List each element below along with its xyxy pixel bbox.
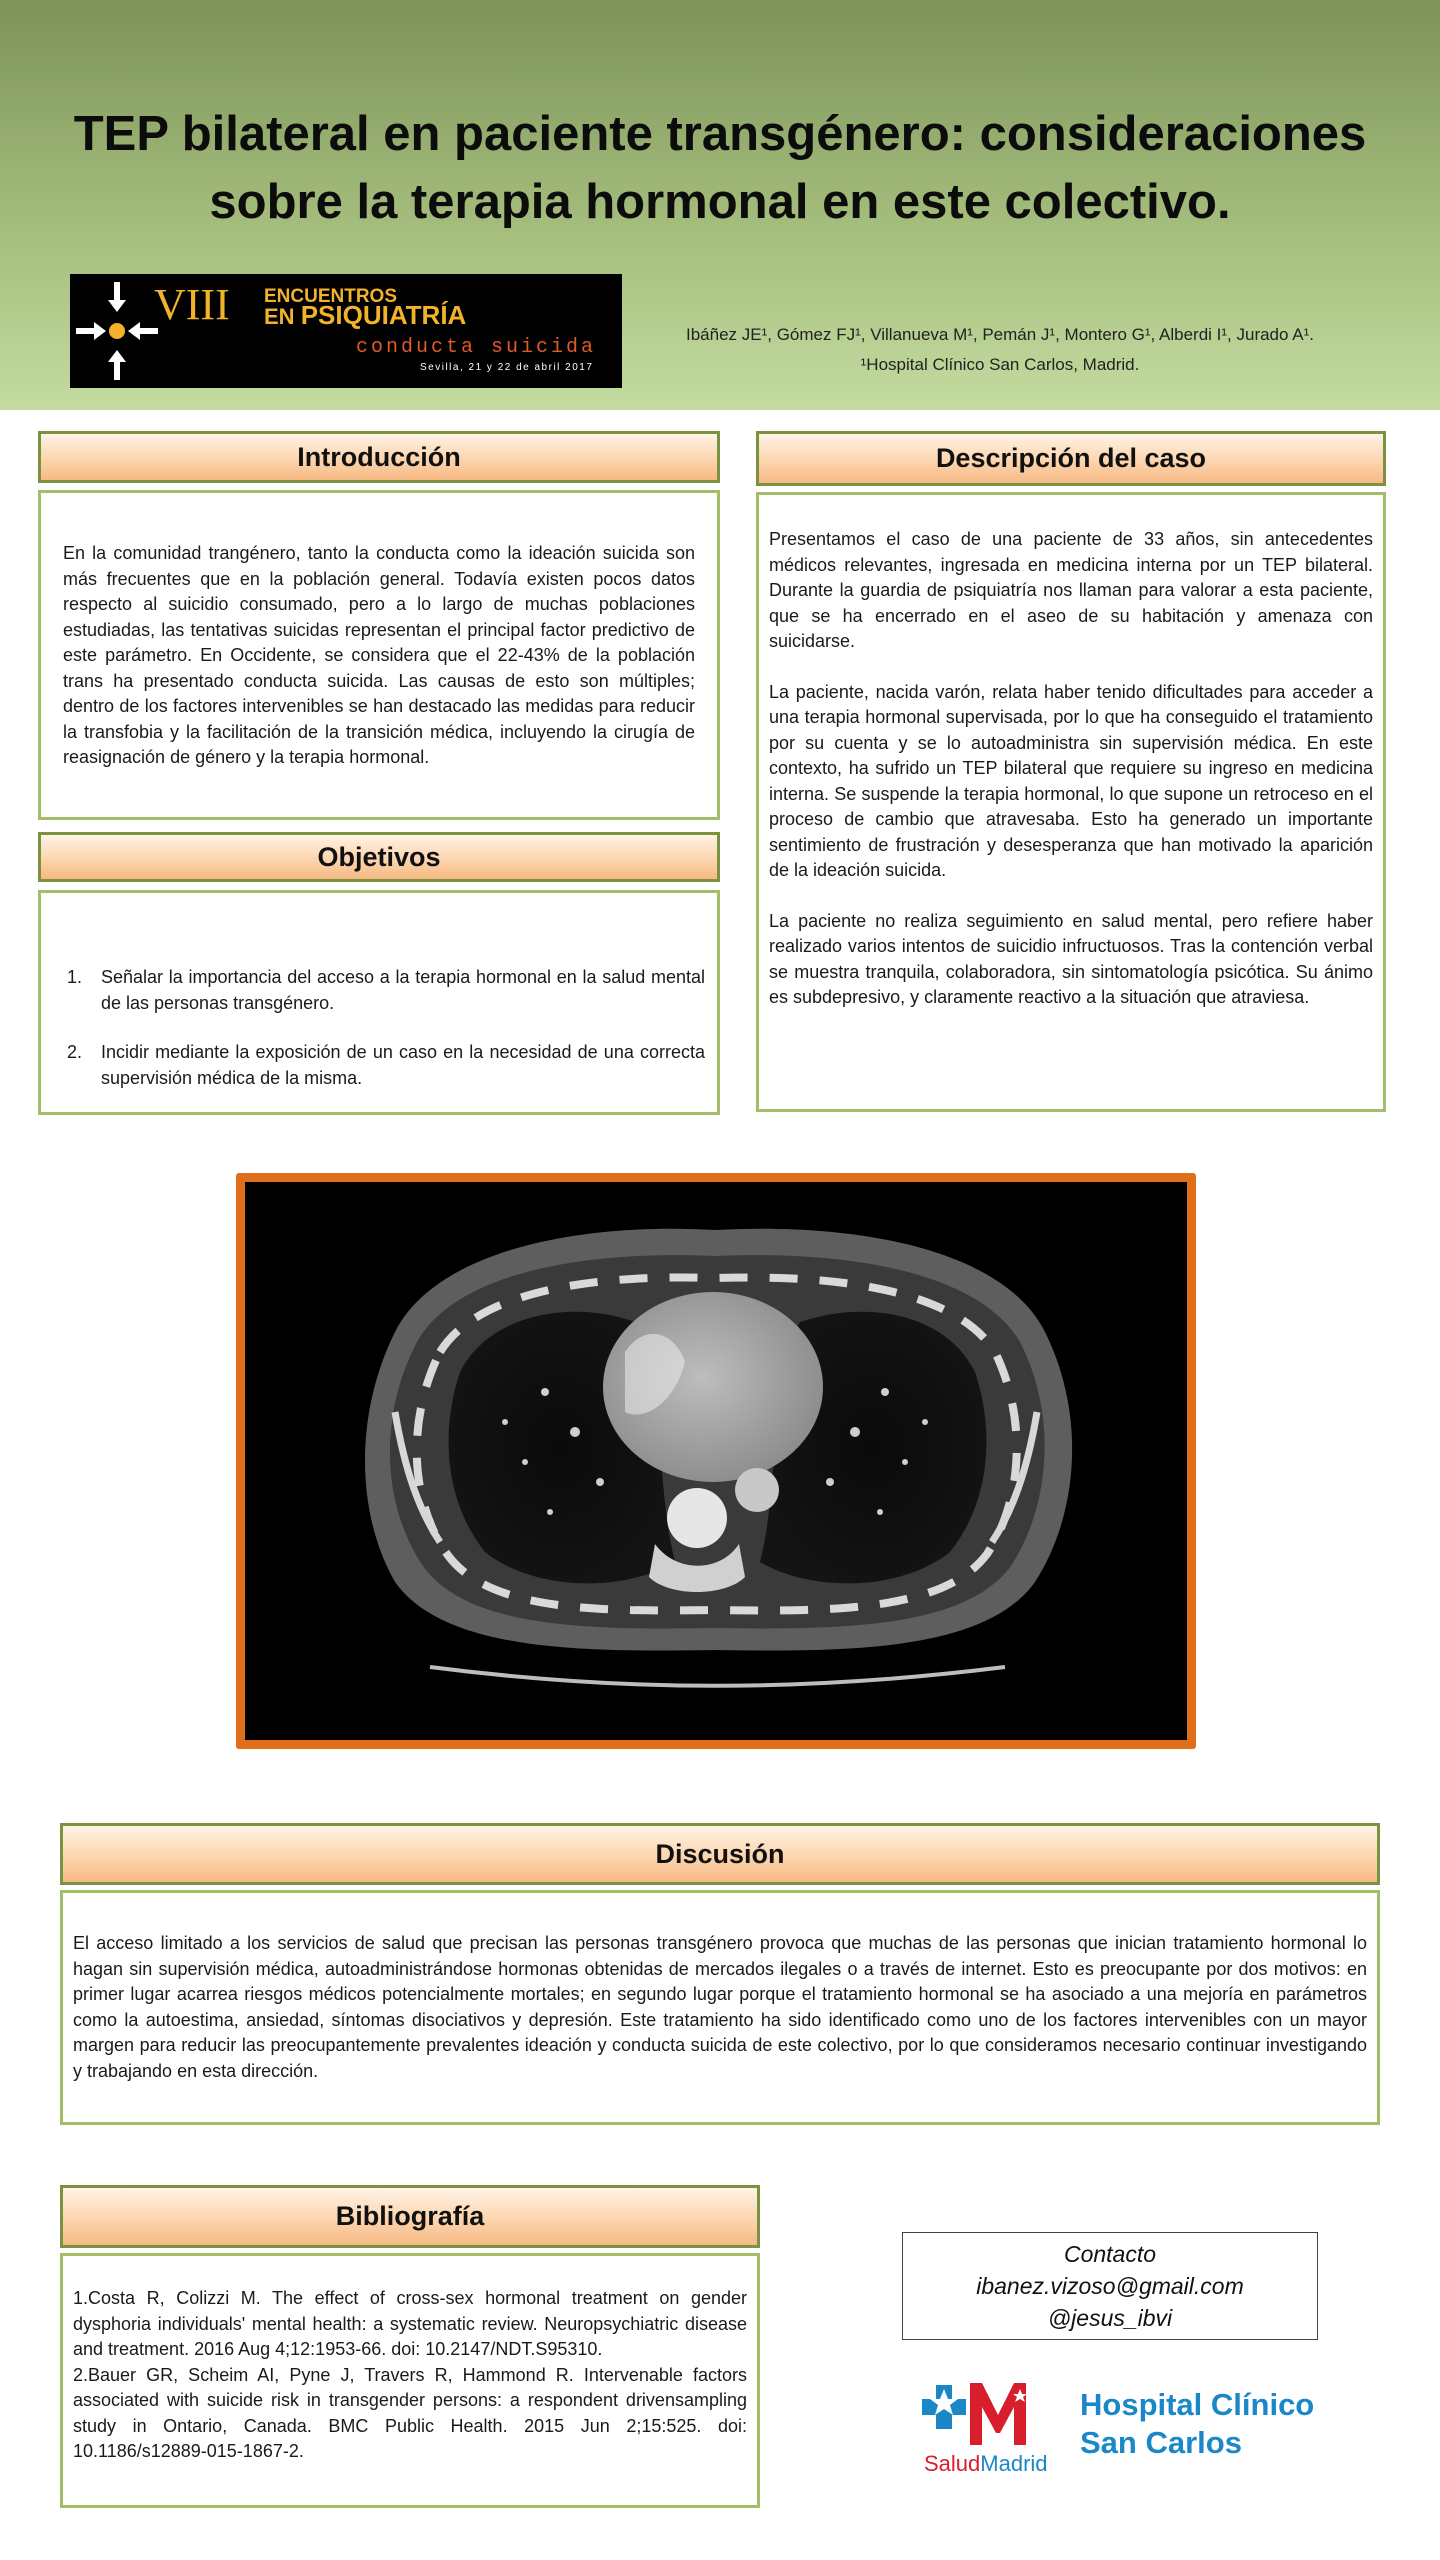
discusion-title: Discusión: [60, 1823, 1380, 1885]
salud-text: Salud: [924, 2451, 981, 2476]
bibliografia-title: Bibliografía: [60, 2185, 760, 2248]
caso-title: Descripción del caso: [756, 431, 1386, 486]
logo-subtitle: conducta suicida: [356, 336, 597, 359]
introduccion-text: En la comunidad trangénero, tanto la conducta como la ideación suicida son más frecuentes que en la población general. Todavía existen pocos datos respecto al suicidio consumado, pero a lo largo de muchas poblaciones estudiadas, las tentativas suicidas representan el principal factor predictivo de este parámetro. En Occidente, se considera que el 22-43% de la población trans ha presentado conducta suicida. Las causas de esto son múltiples; dentro de los factores intervenibles se han destacado las medidas para reducir la transfobia y la facilitación de la transición médica, incluyendo la cirugía de reasignación de género y la terapia hormonal.: [63, 543, 695, 767]
affiliation: ¹Hospital Clínico San Carlos, Madrid.: [860, 355, 1140, 374]
logo-line-2: [264, 300, 467, 330]
congress-logo: [70, 274, 622, 388]
poster-title-line-2: sobre la terapia hormonal en este colectivo.: [209, 175, 1231, 229]
bibliografia-ref: 2.Bauer GR, Scheim AI, Pyne J, Travers R, Hammond R. Intervenable factors associated with suicide risk in transgender persons: a respondent drivensampling study in Ontario, Canada. BMC Public Health. 2015 Jun 2;15:525. doi: 10.1186/s12889-015-1867-2.: [73, 2364, 747, 2461]
authors-block: [630, 320, 1370, 380]
poster-title: [40, 100, 1400, 236]
contact-email[interactable]: ibanez.vizoso@gmail.com: [976, 2273, 1244, 2299]
logo-line-2-main: PSIQUIATRÍA: [300, 300, 467, 330]
caso-paragraph: La paciente no realiza seguimiento en salud mental, pero refiere haber realizado varios intentos de suicidio infructuosos. Tras la contención verbal se muestra tranquila, colaboradora, sin sintomatología psicótica. Su ánimo es subdepresivo, y claramente reactivo a la situación que atraviesa.: [769, 910, 1373, 1007]
madrid-text: Madrid: [980, 2451, 1048, 2476]
objetivos-title: Objetivos: [38, 832, 720, 882]
madrid-m-icon: [970, 2383, 1027, 2445]
hospital-name-line-1: Hospital Clínico: [1080, 2387, 1315, 2422]
logo-line-2-prefix: EN: [264, 304, 301, 329]
introduccion-box: [38, 490, 720, 820]
objetivos-list: [41, 965, 705, 1091]
caso-box: [756, 492, 1386, 1112]
logo-numeral: VIII: [154, 280, 230, 329]
authors: Ibáñez JE¹, Gómez FJ¹, Villanueva M¹, Pemán J¹, Montero G¹, Alberdi I¹, Jurado A¹.: [686, 325, 1314, 344]
ct-scan-illustration: [245, 1182, 1187, 1740]
center-dot-icon: [109, 323, 125, 339]
congress-logo-graphic: [70, 274, 622, 388]
bibliografia-box: [60, 2253, 760, 2508]
objetivos-item: 2. Incidir mediante la exposición de un caso en la necesidad de una correcta supervisión médica de la misma.: [87, 1040, 705, 1091]
contact-title: Contacto: [1063, 2241, 1157, 2267]
bibliografia-ref: 1.Costa R, Colizzi M. The effect of cross-sex hormonal treatment on gender dysphoria individuals' mental health: a systematic review. Neuropsychiatric disease and treatment. 2016 Aug 4;12:1953-66. doi: 10.2147/NDT.S95310.: [73, 2288, 747, 2359]
discusion-box: [60, 1890, 1380, 2125]
logo-line-1: ENCUENTROS: [264, 286, 398, 307]
contact-handle[interactable]: @jesus_ibvi: [1047, 2305, 1173, 2331]
introduccion-title: Introducción: [38, 431, 720, 483]
hospital-logo: [920, 2375, 1320, 2485]
contact-box: [902, 2232, 1318, 2340]
hospital-name-line-2: San Carlos: [1080, 2425, 1242, 2460]
objetivos-box: [38, 890, 720, 1115]
logo-date: Sevilla, 21 y 22 de abril 2017: [420, 362, 594, 373]
ct-image-frame: [236, 1173, 1196, 1749]
salud-madrid-text: [924, 2451, 1048, 2476]
ct-scan-image: [245, 1182, 1187, 1740]
objetivos-item: 1. Señalar la importancia del acceso a la terapia hormonal en la salud mental de las personas transgénero.: [87, 965, 705, 1016]
caso-paragraph: La paciente, nacida varón, relata haber tenido dificultades para acceder a una terapia hormonal supervisada, por lo que ha conseguido el tratamiento por su cuenta y se lo autoadministra sin supervisión médica. En este contexto, ha sufrido un TEP bilateral que requiere su ingreso en medicina interna. Se suspende la terapia hormonal, lo que supone un retroceso en el proceso de cambio que atravesaba. Esto ha generado un importante sentimiento de frustración y desesperanza que han motivado la aparición de la ideación suicida.: [769, 681, 1373, 880]
salud-madrid-star-icon: [922, 2385, 966, 2429]
poster-title-line-1: TEP bilateral en paciente transgénero: consideraciones: [73, 107, 1367, 161]
discusion-text: El acceso limitado a los servicios de salud que precisan las personas transgénero provoca que muchas de las personas que inician tratamiento hormonal lo hagan sin supervisión médica, autoadministrándose hormonas obtenidas de mercados ilegales o a través de internet. Esto es preocupante por dos motivos: en primer lugar acarrea riesgos médicos potencialmente mortales; en segundo lugar porque el tratamiento hormonal se ha asociado a una mejoría en parámetros como la autoestima, ansiedad, síntomas disociativos y depresión. Este tratamiento ha sido identificado como uno de los factores intervenibles con un mayor margen para reducir las preocupantemente prevalentes ideación y conducta suicida de este colectivo, por lo que consideramos necesario continuar investigando y trabajando en esta dirección.: [73, 1933, 1367, 2081]
hospital-logo-graphic: [920, 2375, 1320, 2485]
caso-paragraph: Presentamos el caso de una paciente de 33 años, sin antecedentes médicos relevantes, ingresada en medicina interna por un TEP bilateral. Durante la guardia de psiquiatría nos llaman para valorar a esta paciente, que se ha encerrado en el aseo de su habitación y amenaza con suicidarse.: [769, 529, 1373, 651]
